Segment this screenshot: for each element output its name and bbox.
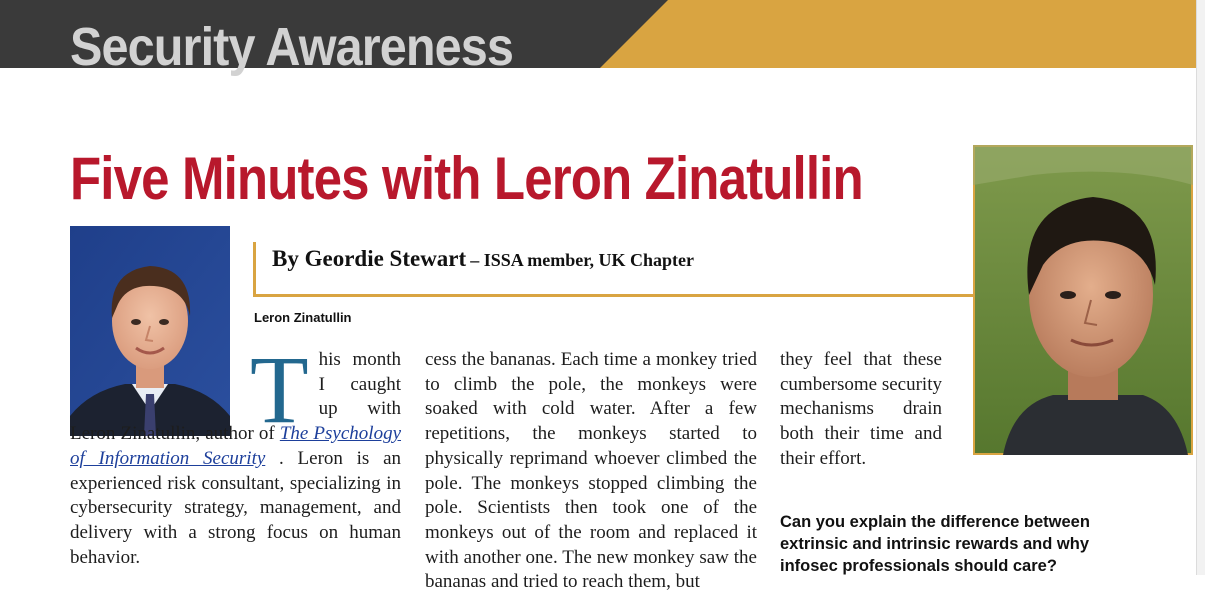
column-3-text: they feel that these cumbersome security mechanisms drain both their time and their effort.	[780, 349, 942, 469]
article-column-3	[780, 348, 942, 472]
column-2-text: cess the bananas. Each time a monkey tried to climb the pole, the monkeys were soaked with cold water. After a few repetitions, the monkeys started to physically reprimand whoever climbed the pole. The monkeys stopped climbing the pole. Scientists then took one of the monkeys out of the room and replaced it with another one. The new monkey saw the bananas and tried to reach them, but	[425, 349, 757, 593]
article-column-1	[70, 336, 402, 570]
author-photo-large	[973, 145, 1193, 455]
photo-caption: Leron Zinatullin	[254, 310, 352, 325]
section-banner-accent	[600, 0, 1196, 68]
byline-box	[253, 242, 974, 297]
article-column-2	[425, 348, 757, 595]
byline-author: By Geordie Stewart	[272, 246, 467, 271]
page-edge	[1196, 0, 1205, 575]
drop-cap: T	[250, 336, 309, 443]
column-1-intro: his month I caught up with Leron Zinatullin, author of	[70, 349, 401, 445]
article-headline: Five Minutes with Leron Zinatullin	[70, 145, 863, 212]
section-title: Security Awareness	[70, 17, 514, 77]
byline-affiliation: – ISSA member, UK Chapter	[470, 250, 695, 270]
byline	[272, 246, 694, 272]
column-1-text: . Leron is an experienced risk consultant, specializing in cybersecurity strategy, management, and delivery with a strong focus on human behavior.	[70, 447, 401, 568]
interview-question: Can you explain the difference between extrinsic and intrinsic rewards and why infosec professionals should care?	[780, 513, 1090, 575]
book-title-link[interactable]: The Psychology of Information Security	[70, 423, 402, 469]
